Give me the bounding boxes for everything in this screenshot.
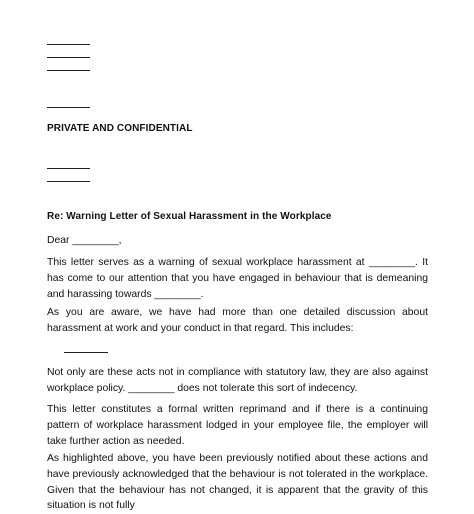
letter-paragraph: Not only are these acts not in compliance with statutory law, they are also against workplace policy. ________ does not tolerate this sort of indecency. <box>47 367 428 394</box>
address-blank-line <box>47 70 90 71</box>
list-item-blank-line <box>64 352 108 353</box>
recipient-blank-line <box>47 181 90 182</box>
letter-paragraph: This letter constitutes a formal written reprimand and if there is a continuing pattern of workplace harassment lodged in your employee file, the employer will take further action as needed. <box>47 404 428 447</box>
date-blank-line <box>47 107 90 108</box>
private-confidential-label: PRIVATE AND CONFIDENTIAL <box>47 123 193 134</box>
address-blank-line <box>47 57 90 58</box>
letter-salutation: Dear ________, <box>47 235 122 246</box>
address-blank-line <box>47 44 90 45</box>
letter-paragraph: As you are aware, we have had more than one detailed discussion about harassment at work and your conduct in that regard. This includes: <box>47 307 428 334</box>
letter-paragraph: As highlighted above, you have been previously notified about these actions and have previously acknowledged that the behaviour is not tolerated in the workplace. Given that the behaviour has not changed, it is apparent that the gravity of this situation is not fully <box>47 453 428 512</box>
recipient-blank-line <box>47 168 90 169</box>
letter-subject: Re: Warning Letter of Sexual Harassment in the Workplace <box>47 211 332 222</box>
letter-paragraph: This letter serves as a warning of sexual workplace harassment at ________. It has come to our attention that you have engaged in behaviour that is demeaning and harassing towards ________. <box>47 257 428 300</box>
